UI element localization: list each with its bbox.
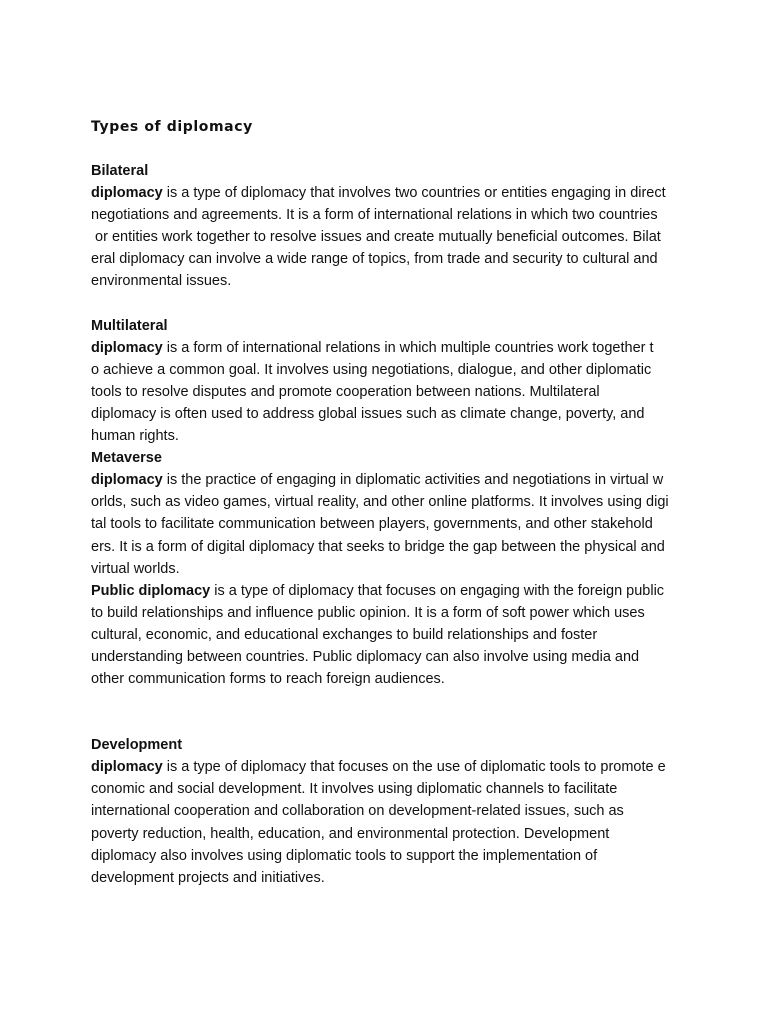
- paragraph-line: poverty reduction, health, education, and environmental protection. Development: [91, 825, 610, 842]
- paragraph-line: o achieve a common goal. It involves using negotiations, dialogue, and other diplomatic: [91, 361, 652, 378]
- paragraph-spacer: [91, 690, 691, 734]
- lead-term: Public diplomacy: [91, 582, 211, 599]
- paragraph-line: diplomacy also involves using diplomatic tools to support the implementation of: [91, 847, 598, 864]
- document-page: [91, 116, 691, 889]
- paragraph-line: virtual worlds.: [91, 560, 180, 577]
- section-bilateral: [91, 160, 691, 293]
- lead-term: diplomacy: [91, 759, 163, 776]
- paragraph-line: human rights.: [91, 428, 179, 445]
- line-text: is the practice of engaging in diplomatic activities and negotiations in virtual w: [162, 472, 664, 489]
- section-heading: Metaverse: [91, 450, 162, 467]
- paragraph-line: [91, 337, 691, 359]
- section-metaverse: [91, 447, 691, 580]
- paragraph-line: negotiations and agreements. It is a form of international relations in which two countries: [91, 207, 658, 224]
- paragraph-line: orlds, such as video games, virtual reality, and other online platforms. It involves using digi: [91, 494, 669, 511]
- paragraph-line: [91, 182, 691, 204]
- section-heading: Multilateral: [91, 317, 168, 334]
- section-development: [91, 734, 691, 889]
- document-title: Types of diplomacy: [91, 119, 253, 135]
- section-public-diplomacy: [91, 580, 691, 690]
- line-text: is a type of diplomacy that focuses on engaging with the foreign public: [210, 582, 665, 599]
- paragraph-line: ers. It is a form of digital diplomacy that seeks to bridge the gap between the physical and: [91, 538, 665, 555]
- line-text: is a form of international relations in which multiple countries work together t: [162, 339, 654, 356]
- section-heading: Development: [91, 737, 183, 754]
- paragraph-line: tools to resolve disputes and promote cooperation between nations. Multilateral: [91, 383, 600, 400]
- paragraph-line: conomic and social development. It involves using diplomatic channels to facilitate: [91, 781, 618, 798]
- line-text: is a type of diplomacy that involves two countries or entities engaging in direct: [162, 185, 666, 202]
- line-text: is a type of diplomacy that focuses on the use of diplomatic tools to promote e: [162, 759, 666, 776]
- paragraph-line: environmental issues.: [91, 273, 232, 290]
- paragraph-line: eral diplomacy can involve a wide range of topics, from trade and security to cultural and: [91, 251, 658, 268]
- section-multilateral: [91, 315, 691, 448]
- paragraph-line: [91, 756, 691, 778]
- lead-term: diplomacy: [91, 339, 163, 356]
- paragraph-line: [91, 580, 691, 602]
- paragraph-line: other communication forms to reach foreign audiences.: [91, 671, 445, 688]
- paragraph-spacer: [91, 293, 691, 315]
- paragraph-line: understanding between countries. Public diplomacy can also involve using media and: [91, 648, 640, 665]
- paragraph-line: diplomacy is often used to address global issues such as climate change, poverty, and: [91, 405, 645, 422]
- paragraph-line: tal tools to facilitate communication between players, governments, and other stakehold: [91, 516, 653, 533]
- lead-term: diplomacy: [91, 472, 163, 489]
- section-heading: Bilateral: [91, 163, 149, 179]
- paragraph-line: international cooperation and collaboration on development-related issues, such as: [91, 803, 624, 820]
- paragraph-line: to build relationships and influence public opinion. It is a form of soft power which uses: [91, 604, 645, 621]
- lead-term: diplomacy: [91, 185, 163, 202]
- paragraph-line: or entities work together to resolve issues and create mutually beneficial outcomes. Bilat: [91, 229, 661, 246]
- paragraph-line: development projects and initiatives.: [91, 869, 325, 886]
- paragraph-line: [91, 469, 691, 491]
- paragraph-line: cultural, economic, and educational exchanges to build relationships and foster: [91, 626, 598, 643]
